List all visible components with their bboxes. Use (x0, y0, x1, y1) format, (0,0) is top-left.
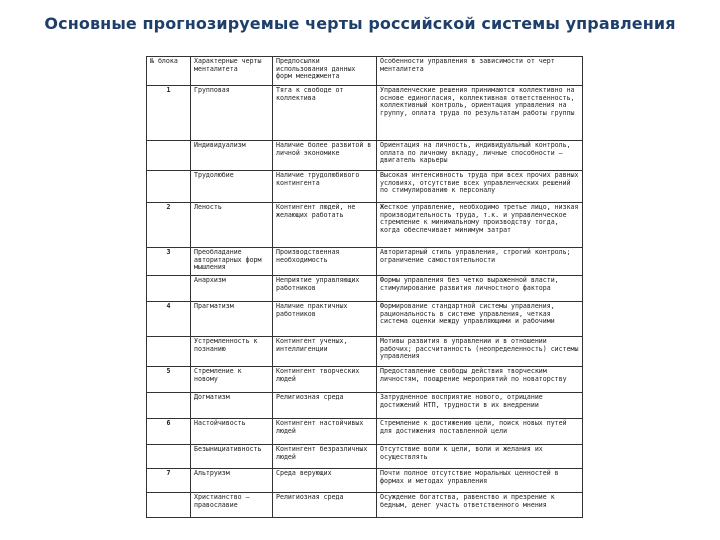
row-trait: Безынициативность (191, 445, 273, 469)
row-premise: Контингент людей, не желающих работать (273, 203, 377, 248)
table-row (147, 248, 583, 276)
row-number (147, 393, 191, 419)
table-row (147, 493, 583, 518)
row-feature: Осуждение богатства, равенство и презрение к бедным, денег участь ответственного мнения (377, 493, 583, 518)
table-row (147, 86, 583, 141)
row-trait: Анархизм (191, 276, 273, 302)
table-row (147, 203, 583, 248)
row-feature: Ориентация на личность, индивидуальный контроль, оплата по личному вкладу, личные способности — двигатель карьеры (377, 141, 583, 171)
row-number: 5 (147, 367, 191, 393)
row-premise: Наличие практичных работников (273, 302, 377, 337)
row-feature: Высокая интенсивность труда при всех прочих равных условиях, отсутствие всех управленческих решений по стимулированию к персоналу (377, 171, 583, 203)
table-header-row (147, 57, 583, 86)
header-cell-features: Особенности управления в зависимости от черт менталитета (377, 57, 583, 86)
row-feature: Стремление к достижению цели, поиск новых путей для достижения поставленной цели (377, 419, 583, 445)
row-premise: Контингент безразличных людей (273, 445, 377, 469)
table-row (147, 141, 583, 171)
table-row (147, 171, 583, 203)
row-feature: Почти полное отсутствие моральных ценностей в формах и методах управления (377, 469, 583, 493)
row-premise: Среда верующих (273, 469, 377, 493)
row-trait: Групповая (191, 86, 273, 141)
row-number: 2 (147, 203, 191, 248)
row-number (147, 276, 191, 302)
row-trait: Прагматизм (191, 302, 273, 337)
row-premise: Наличие более развитой в личной экономике (273, 141, 377, 171)
row-number: 3 (147, 248, 191, 276)
row-trait: Альтруизм (191, 469, 273, 493)
row-number: 7 (147, 469, 191, 493)
table-row (147, 276, 583, 302)
table-row (147, 337, 583, 367)
row-number (147, 445, 191, 469)
row-feature: Формы управления без четко выраженной власти, стимулирование развития личностного фактора (377, 276, 583, 302)
header-cell-trait: Характерные черты менталитета (191, 57, 273, 86)
table-row (147, 419, 583, 445)
row-feature: Жесткое управление, необходимо третье лицо, низкая производительность труда, т.к. и управленческое стремление к минимальному производству тогда, когда обеспечивает минимум затрат (377, 203, 583, 248)
row-trait: Трудолюбие (191, 171, 273, 203)
row-trait: Преобладание авторитарных форм мышления (191, 248, 273, 276)
row-trait: Стремление к новому (191, 367, 273, 393)
row-number: 4 (147, 302, 191, 337)
row-trait: Устремленность к познанию (191, 337, 273, 367)
row-feature: Предоставление свободы действия творческим личностям, поощрение мероприятий по новаторству (377, 367, 583, 393)
header-cell-number: № блока (147, 57, 191, 86)
row-premise: Производственная необходимость (273, 248, 377, 276)
row-number (147, 337, 191, 367)
traits-table (146, 56, 583, 518)
row-feature: Затрудненное восприятие нового, отрицание достижений НТП, трудности в их внедрении (377, 393, 583, 419)
row-premise: Религиозная среда (273, 393, 377, 419)
row-number (147, 493, 191, 518)
table-row (147, 445, 583, 469)
row-number: 6 (147, 419, 191, 445)
row-number: 1 (147, 86, 191, 141)
row-trait: Леность (191, 203, 273, 248)
table-row (147, 302, 583, 337)
row-number (147, 171, 191, 203)
row-premise: Контингент творческих людей (273, 367, 377, 393)
row-trait: Догматизм (191, 393, 273, 419)
row-premise: Тяга к свободе от коллектива (273, 86, 377, 141)
row-feature: Формирование стандартной системы управления, рациональность в системе управления, четкая система оценки между управляющими и рабочими (377, 302, 583, 337)
row-premise: Наличие трудолюбивого контингента (273, 171, 377, 203)
row-feature: Отсутствие воли к цели, воли и желания их осуществлять (377, 445, 583, 469)
row-trait: Христианство — православие (191, 493, 273, 518)
row-feature: Мотивы развития в управлении и в отношении рабочих; рассчитанность (неопределенность) системы управления (377, 337, 583, 367)
row-trait: Настойчивость (191, 419, 273, 445)
row-feature: Авторитарный стиль управления, строгий контроль; ограничение самостоятельности (377, 248, 583, 276)
row-premise: Религиозная среда (273, 493, 377, 518)
table-row (147, 393, 583, 419)
row-premise: Неприятие управляющих работников (273, 276, 377, 302)
row-premise: Контингент настойчивых людей (273, 419, 377, 445)
row-number (147, 141, 191, 171)
row-feature: Управленческие решения принимаются коллективно на основе единогласия, коллективная ответственность, коллективный контроль, ориентация управления на группу, оплата труда по результатам работы группы (377, 86, 583, 141)
row-trait: Индивидуализм (191, 141, 273, 171)
table-row (147, 367, 583, 393)
row-premise: Контингент ученых, интеллигенции (273, 337, 377, 367)
slide-title: Основные прогнозируемые черты российской системы управления (44, 14, 676, 33)
table-container (146, 56, 582, 514)
header-cell-premises: Предпосылки использования данных форм менеджмента (273, 57, 377, 86)
table-row (147, 469, 583, 493)
